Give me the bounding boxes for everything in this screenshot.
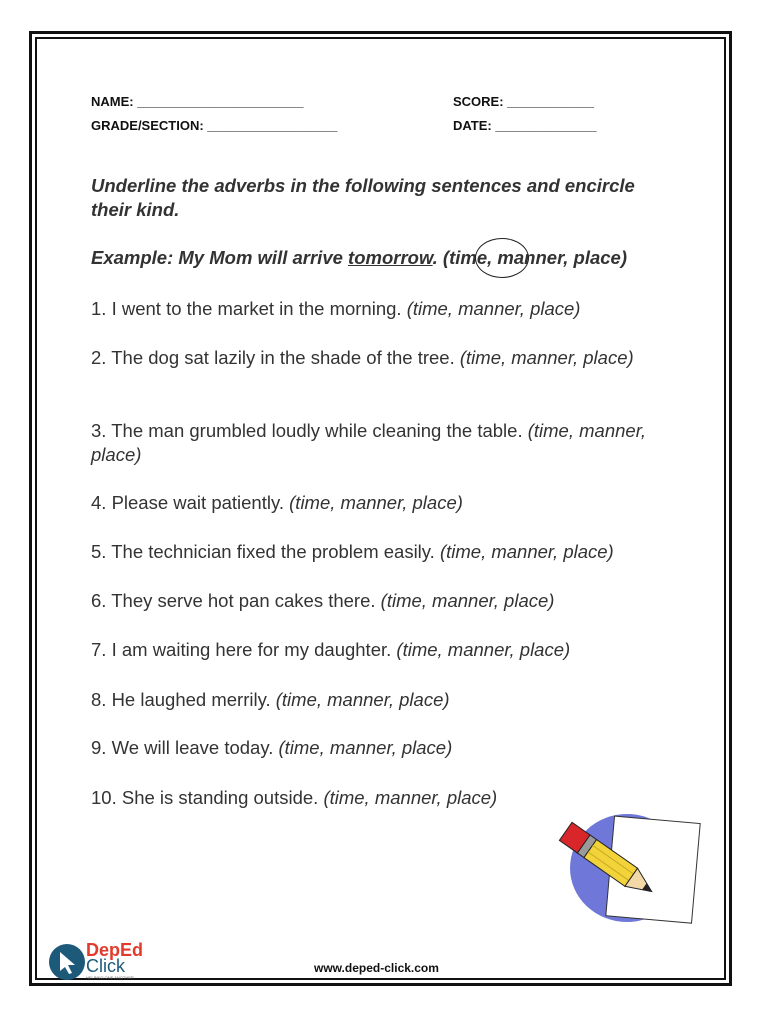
example-sentence bbox=[91, 247, 627, 269]
item-sentence: 3. The man grumbled loudly while cleaning the table. bbox=[91, 420, 528, 441]
item-options: (time, manner, place) bbox=[380, 590, 555, 611]
item-options: (time, manner, place) bbox=[278, 737, 453, 758]
item-options: (time, manner, place) bbox=[439, 541, 614, 562]
item-options: (time, manner, place) bbox=[289, 492, 463, 513]
item-sentence: 6. They serve hot pan cakes there. bbox=[91, 590, 381, 611]
logo-text-deped: DepEd bbox=[86, 940, 144, 960]
item-options: (time, manner, place) bbox=[459, 347, 634, 368]
list-item bbox=[91, 589, 651, 613]
footer-url[interactable]: www.deped-click.com bbox=[314, 961, 439, 975]
instructions: Underline the adverbs in the following sentences and encircle their kind. bbox=[91, 175, 635, 220]
list-item bbox=[91, 297, 651, 321]
item-options: (time, manner, place) bbox=[91, 420, 646, 465]
item-sentence: 7. I am waiting here for my daughter. bbox=[91, 639, 397, 660]
item-options: (time, manner, place) bbox=[396, 639, 571, 660]
example-middle: . ( bbox=[432, 247, 450, 268]
example-prefix: Example: My Mom will arrive bbox=[91, 247, 349, 268]
score-field-label: SCORE: ____________ bbox=[453, 94, 594, 109]
list-item bbox=[91, 786, 651, 810]
list-item bbox=[91, 540, 691, 564]
item-sentence: 8. He laughed merrily. bbox=[91, 689, 276, 710]
list-item bbox=[91, 346, 651, 370]
list-item bbox=[91, 736, 651, 760]
pencil-paper-clipart-icon bbox=[552, 808, 702, 928]
item-sentence: 1. I went to the market in the morning. bbox=[91, 298, 407, 319]
example-suffix: , manner, place) bbox=[487, 247, 627, 268]
date-field-label: DATE: ______________ bbox=[453, 118, 597, 133]
item-options: (time, manner, place) bbox=[275, 689, 450, 710]
list-item bbox=[91, 491, 651, 515]
example-circle-mark bbox=[475, 238, 529, 278]
item-sentence: 5. The technician fixed the problem easily. bbox=[91, 541, 440, 562]
item-sentence: 9. We will leave today. bbox=[91, 737, 279, 758]
logo-tagline: HELPING ONE ANOTHER bbox=[86, 975, 134, 980]
item-options: (time, manner, place) bbox=[406, 298, 581, 319]
example-underlined-adverb: tomorrow bbox=[348, 247, 433, 268]
list-item bbox=[91, 688, 651, 712]
item-options: (time, manner, place) bbox=[323, 787, 498, 808]
list-item bbox=[91, 419, 651, 467]
example-circled-kind: time bbox=[449, 247, 488, 268]
list-item bbox=[91, 638, 651, 662]
item-sentence: 10. She is standing outside. bbox=[91, 787, 324, 808]
item-sentence: 4. Please wait patiently. bbox=[91, 492, 290, 513]
grade-section-field-label: GRADE/SECTION: __________________ bbox=[91, 118, 338, 133]
logo-text-click: Click bbox=[86, 956, 125, 976]
name-field-label: NAME: _______________________ bbox=[91, 94, 304, 109]
item-sentence: 2. The dog sat lazily in the shade of the tree. bbox=[91, 347, 460, 368]
